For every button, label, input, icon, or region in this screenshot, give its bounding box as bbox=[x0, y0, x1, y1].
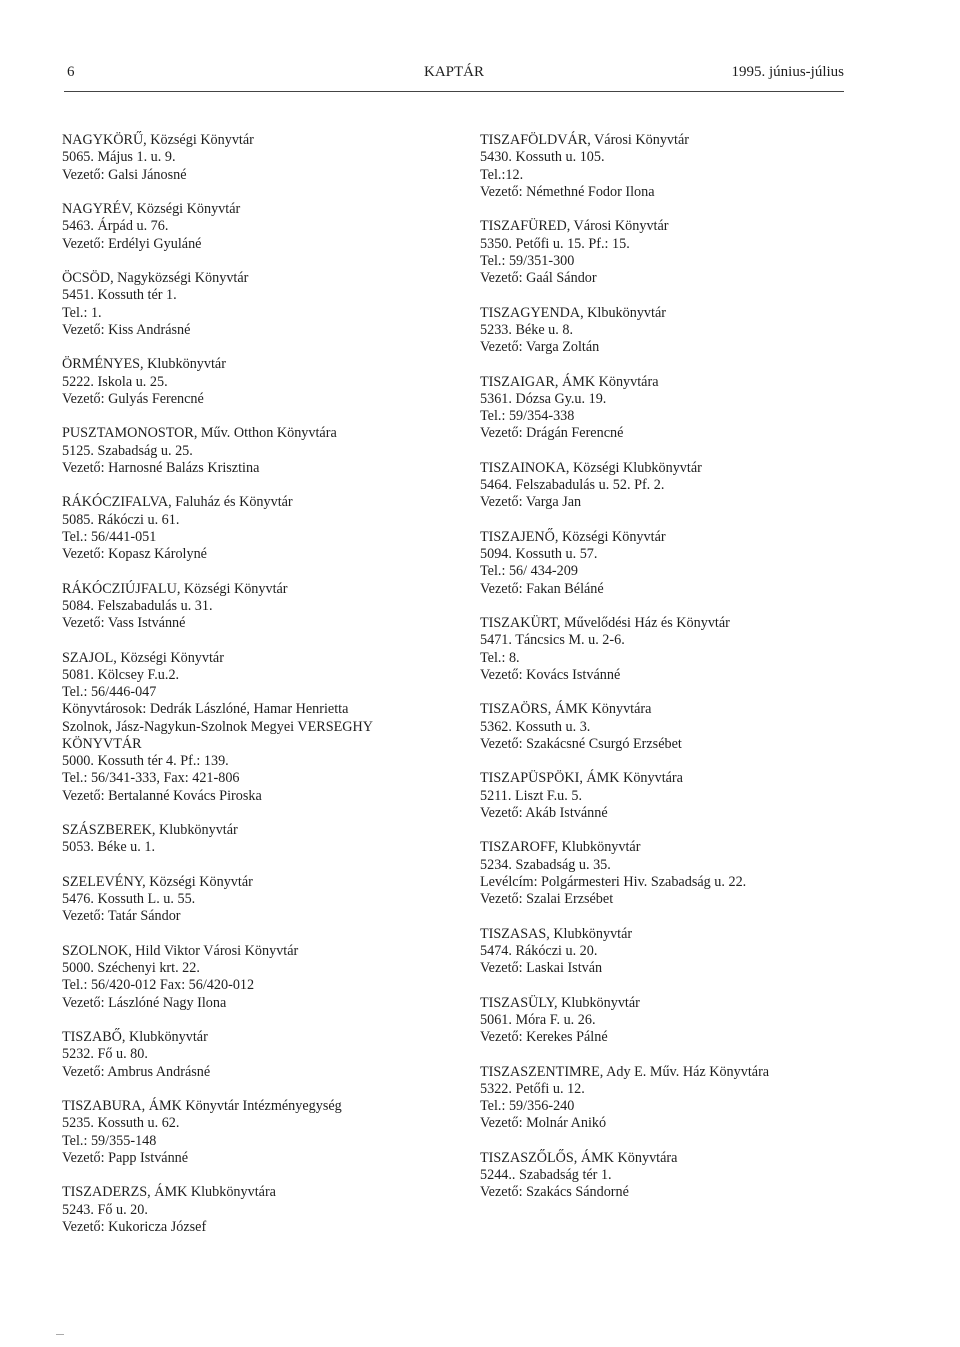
library-entry bbox=[62, 201, 462, 253]
library-name: TISZAPÜSPÖKI, ÁMK Könyvtára bbox=[480, 770, 683, 787]
library-name: TISZASAS, Klubkönyvtár bbox=[480, 925, 633, 942]
library-entry bbox=[62, 132, 462, 184]
library-name: ÖCSÖD, Nagyközségi Könyvtár bbox=[62, 270, 249, 286]
library-entry bbox=[480, 460, 860, 512]
library-detail-line: Szolnok, Jász-Nagykun-Szolnok Megyei VERSEGHY bbox=[62, 718, 374, 735]
library-detail-line: Vezető: Gulyás Ferencné bbox=[62, 390, 204, 407]
library-detail-line: 5464. Felszabadulás u. 52. Pf. 2. bbox=[480, 477, 665, 493]
library-detail-line: 5463. Árpád u. 76. bbox=[62, 218, 169, 235]
library-entry bbox=[480, 132, 860, 201]
library-detail-line: Vezető: Bertalanné Kovács Piroska bbox=[62, 787, 262, 804]
library-entry bbox=[62, 1029, 462, 1081]
library-entry bbox=[62, 494, 462, 563]
library-entry bbox=[480, 1064, 860, 1133]
library-detail-line: Vezető: Galsi Jánosné bbox=[62, 166, 187, 183]
library-detail-line: 5234. Szabadság u. 35. bbox=[480, 856, 611, 873]
header-divider bbox=[64, 91, 844, 92]
library-detail-line: Vezető: Varga Zoltán bbox=[480, 339, 600, 355]
library-detail-line: 5233. Béke u. 8. bbox=[480, 321, 573, 338]
library-detail-line: 5476. Kossuth L. u. 55. bbox=[62, 891, 196, 907]
library-detail-line: Vezető: Harnosné Balázs Krisztina bbox=[62, 459, 260, 476]
library-entry bbox=[480, 374, 860, 443]
library-entry bbox=[62, 943, 462, 1012]
library-detail-line: Vezető: Kukoricza József bbox=[62, 1218, 207, 1235]
library-detail-line: Tel.: 59/351-300 bbox=[480, 252, 575, 269]
library-name: TISZAÖRS, ÁMK Könyvtára bbox=[480, 701, 652, 718]
library-name: SZOLNOK, Hild Viktor Városi Könyvtár bbox=[62, 942, 299, 959]
library-detail-line: 5243. Fő u. 20. bbox=[62, 1201, 148, 1218]
library-detail-line: Vezető: Lászlóné Nagy Ilona bbox=[62, 994, 227, 1011]
library-detail-line: Vezető: Drágán Ferencné bbox=[480, 425, 624, 442]
library-detail-line: 5061. Móra F. u. 26. bbox=[480, 1011, 596, 1028]
library-name: SZÁSZBEREK, Klubkönyvtár bbox=[62, 822, 238, 838]
library-detail-line: KÖNYVTÁR bbox=[62, 735, 142, 752]
library-detail-line: Vezető: Ambrus Andrásné bbox=[62, 1063, 211, 1080]
library-entry bbox=[480, 701, 860, 753]
issue-date: 1995. június-július bbox=[731, 64, 844, 80]
library-name: PUSZTAMONOSTOR, Műv. Otthon Könyvtára bbox=[62, 425, 337, 442]
right-column bbox=[480, 132, 860, 1219]
library-entry bbox=[480, 1150, 860, 1202]
library-detail-line: Tel.: 8. bbox=[480, 649, 520, 666]
library-name: TISZABŐ, Klubkönyvtár bbox=[62, 1029, 208, 1045]
page-mark bbox=[56, 1334, 64, 1335]
library-entry bbox=[62, 650, 462, 805]
library-detail-line: 5471. Táncsics M. u. 2-6. bbox=[480, 632, 625, 649]
library-detail-line: 5211. Liszt F.u. 5. bbox=[480, 787, 582, 804]
library-entry bbox=[480, 305, 860, 357]
left-column bbox=[62, 132, 462, 1253]
library-detail-line: 5053. Béke u. 1. bbox=[62, 839, 155, 856]
library-entry bbox=[62, 1184, 462, 1236]
library-name: TISZAJENŐ, Községi Könyvtár bbox=[480, 528, 666, 545]
library-name: TISZASZENTIMRE, Ady E. Műv. Ház Könyvtára bbox=[480, 1063, 770, 1080]
library-detail-line: 5350. Petőfi u. 15. Pf.: 15. bbox=[480, 235, 630, 252]
library-detail-line: Vezető: Kovács Istvánné bbox=[480, 666, 621, 683]
library-entry bbox=[480, 926, 860, 978]
library-detail-line: Vezető: Gaál Sándor bbox=[480, 270, 597, 286]
library-detail-line: Vezető: Molnár Anikó bbox=[480, 1115, 607, 1132]
library-detail-line: Vezető: Kerekes Pálné bbox=[480, 1029, 608, 1045]
page-number: 6 bbox=[67, 64, 75, 80]
library-detail-line: 5000. Széchenyi krt. 22. bbox=[62, 960, 200, 976]
library-name: TISZAROFF, Klubkönyvtár bbox=[480, 839, 641, 856]
library-name: ÖRMÉNYES, Klubkönyvtár bbox=[62, 356, 226, 373]
library-detail-line: Vezető: Vass Istvánné bbox=[62, 615, 186, 631]
library-detail-line: 5244.. Szabadság tér 1. bbox=[480, 1167, 612, 1183]
library-detail-line: Tel.: 59/355-148 bbox=[62, 1132, 157, 1149]
library-name: TISZADERZS, ÁMK Klubkönyvtára bbox=[62, 1184, 276, 1201]
library-detail-line: Vezető: Tatár Sándor bbox=[62, 908, 181, 925]
library-entry bbox=[62, 270, 462, 339]
library-detail-line: Vezető: Papp Istvánné bbox=[62, 1149, 189, 1166]
library-detail-line: Tel.: 56/420-012 Fax: 56/420-012 bbox=[62, 977, 255, 994]
library-name: TISZASÜLY, Klubkönyvtár bbox=[480, 994, 640, 1011]
library-name: TISZAGYENDA, Klbukönyvtár bbox=[480, 304, 666, 321]
library-entry bbox=[62, 356, 462, 408]
publication-title: KAPTÁR bbox=[424, 64, 485, 80]
library-detail-line: Könyvtárosok: Dedrák Lászlóné, Hamar Henrietta bbox=[62, 701, 349, 718]
library-detail-line: Tel.: 56/ 434-209 bbox=[480, 563, 578, 580]
library-entry bbox=[480, 995, 860, 1047]
library-name: NAGYRÉV, Községi Könyvtár bbox=[62, 201, 241, 217]
library-name: TISZAIGAR, ÁMK Könyvtára bbox=[480, 373, 659, 390]
library-detail-line: Tel.: 56/441-051 bbox=[62, 528, 157, 545]
library-entry bbox=[480, 770, 860, 822]
library-detail-line: Vezető: Erdélyi Gyuláné bbox=[62, 235, 202, 252]
library-name: RÁKÓCZIÚJFALU, Községi Könyvtár bbox=[62, 580, 288, 597]
library-detail-line: Vezető: Kopasz Károlyné bbox=[62, 546, 207, 562]
library-detail-line: Tel.: 56/446-047 bbox=[62, 684, 157, 700]
library-entry bbox=[62, 425, 462, 477]
library-entry bbox=[62, 1098, 462, 1167]
library-detail-line: Vezető: Varga Jan bbox=[480, 494, 582, 511]
library-entry bbox=[480, 615, 860, 684]
library-detail-line: Vezető: Laskai István bbox=[480, 960, 603, 976]
library-detail-line: Vezető: Kiss Andrásné bbox=[62, 321, 191, 338]
library-detail-line: Levélcím: Polgármesteri Hiv. Szabadság u. 22. bbox=[480, 873, 747, 890]
page-header bbox=[64, 62, 844, 82]
library-entry bbox=[480, 839, 860, 908]
library-detail-line: Tel.: 59/356-240 bbox=[480, 1098, 575, 1114]
library-detail-line: Vezető: Akáb Istvánné bbox=[480, 804, 608, 821]
library-entry bbox=[62, 874, 462, 926]
library-detail-line: 5451. Kossuth tér 1. bbox=[62, 287, 177, 304]
library-detail-line: Tel.: 56/341-333, Fax: 421-806 bbox=[62, 770, 240, 787]
library-detail-line: Vezető: Szalai Erzsébet bbox=[480, 891, 614, 907]
library-name: TISZAFÖLDVÁR, Városi Könyvtár bbox=[480, 132, 689, 148]
library-detail-line: 5235. Kossuth u. 62. bbox=[62, 1115, 180, 1132]
library-name: TISZABURA, ÁMK Könyvtár Intézményegység bbox=[62, 1098, 342, 1114]
library-name: RÁKÓCZIFALVA, Faluház és Könyvtár bbox=[62, 494, 293, 511]
library-detail-line: 5222. Iskola u. 25. bbox=[62, 373, 168, 390]
library-entry bbox=[480, 529, 860, 598]
library-detail-line: Tel.: 1. bbox=[62, 304, 102, 321]
library-detail-line: 5322. Petőfi u. 12. bbox=[480, 1080, 585, 1097]
library-name: SZAJOL, Községi Könyvtár bbox=[62, 649, 224, 666]
library-entry bbox=[62, 822, 462, 857]
library-detail-line: 5081. Kölcsey F.u.2. bbox=[62, 666, 180, 683]
library-detail-line: 5084. Felszabadulás u. 31. bbox=[62, 597, 213, 614]
library-detail-line: Vezető: Szakács Sándorné bbox=[480, 1184, 629, 1201]
library-detail-line: 5232. Fő u. 80. bbox=[62, 1046, 148, 1063]
library-entry bbox=[480, 218, 860, 287]
library-name: SZELEVÉNY, Községi Könyvtár bbox=[62, 873, 253, 890]
library-entry bbox=[62, 581, 462, 633]
library-detail-line: 5125. Szabadság u. 25. bbox=[62, 442, 193, 459]
library-detail-line: Vezető: Némethné Fodor Ilona bbox=[480, 183, 655, 200]
library-name: TISZAINOKA, Községi Klubkönyvtár bbox=[480, 459, 702, 476]
library-detail-line: Tel.: 59/354-338 bbox=[480, 408, 575, 424]
library-name: NAGYKÖRŰ, Községi Könyvtár bbox=[62, 132, 254, 148]
library-detail-line: 5430. Kossuth u. 105. bbox=[480, 149, 605, 166]
library-name: TISZASZŐLŐS, ÁMK Könyvtára bbox=[480, 1149, 678, 1166]
library-detail-line: 5000. Kossuth tér 4. Pf.: 139. bbox=[62, 753, 229, 769]
library-detail-line: 5085. Rákóczi u. 61. bbox=[62, 511, 180, 528]
library-detail-line: Tel.:12. bbox=[480, 166, 524, 183]
library-detail-line: Vezető: Fakan Béláné bbox=[480, 580, 604, 597]
library-detail-line: Vezető: Szakácsné Csurgó Erzsébet bbox=[480, 735, 682, 752]
library-name: TISZAFÜRED, Városi Könyvtár bbox=[480, 218, 669, 235]
library-detail-line: 5094. Kossuth u. 57. bbox=[480, 546, 598, 562]
library-detail-line: 5065. Május 1. u. 9. bbox=[62, 149, 176, 166]
library-name: TISZAKÜRT, Művelődési Ház és Könyvtár bbox=[480, 615, 730, 631]
library-detail-line: 5474. Rákóczi u. 20. bbox=[480, 942, 598, 959]
library-detail-line: 5362. Kossuth u. 3. bbox=[480, 718, 591, 735]
library-detail-line: 5361. Dózsa Gy.u. 19. bbox=[480, 390, 607, 407]
